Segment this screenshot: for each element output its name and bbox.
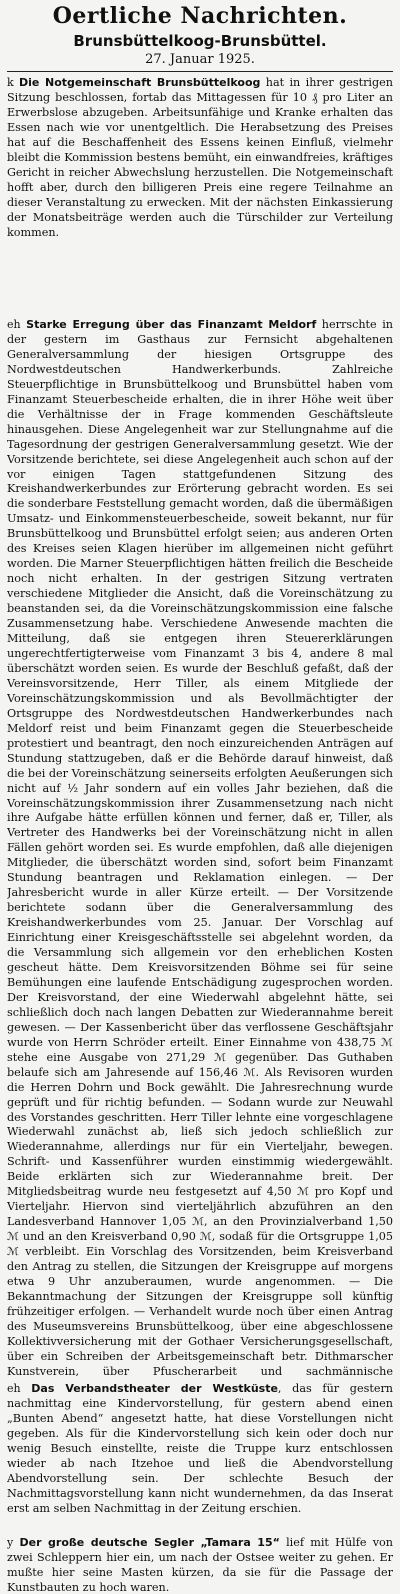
article-paragraph <box>7 76 393 240</box>
article-lead: Starke Erregung über das Finanzamt Meldorf <box>26 318 317 331</box>
article-marker: k <box>7 76 14 89</box>
article-marker: y <box>7 1536 14 1549</box>
article-body: hat in ihrer gestrigen Sitzung beschlossen, fortab das Mittagessen für 10 ₰ pro Liter an Erwerbslose abzugeben. Arbeitsunfähige und Kranke erhalten das Essen nach wie vor unentgeltlich. Die Herabsetzung des Preises hat auf die Beschaffenheit des Essens keinen Einfluß, vielmehr bleibt die Kommission bestens bemüht, ein einwandfreies, kräftiges Gericht in reicher Abwechslung herzustellen. Die Notgemeinschaft hofft aber, durch den billigeren Preis eine regere Teilnahme an dieser Veranstaltung zu erwecken. Mit der nächsten Einkassierung der Monatsbeiträge werden auch die Türschilder zur Verteilung kommen. <box>7 76 393 239</box>
article-paragraph <box>7 318 393 1376</box>
article-lead: Die Notgemeinschaft Brunsbüttelkoog <box>19 76 261 89</box>
article-finanzamt <box>7 318 393 1376</box>
location-heading: Brunsbüttelkoog-Brunsbüttel. <box>73 32 327 50</box>
divider <box>7 71 393 72</box>
article-lead: Das Verbandstheater der Westküste <box>31 1382 278 1395</box>
article-paragraph <box>7 1536 393 1594</box>
article-paragraph <box>7 1382 393 1517</box>
article-notgemeinschaft <box>7 76 393 316</box>
article-theater <box>7 1382 393 1530</box>
masthead <box>7 2 393 68</box>
article-lead: Der große deutsche Segler „Tamara 15“ <box>19 1536 280 1549</box>
dateline: 27. Januar 1925. <box>145 52 255 67</box>
article-marker: eh <box>7 1382 21 1395</box>
article-body: lief mit Hülfe von zwei Schleppern hier ein, um nach der Ostsee weiter zu gehen. Er mußte hier seine Masten kürzen, da sie für die Passage der Kunstbauten zu hoch waren. <box>7 1536 393 1594</box>
article-body: , das für gestern nachmittag eine Kindervorstellung, für gestern abend einen „Bunten Abend“ angesetzt hatte, hat diese Vorstellungen nicht gegeben. Als für die Kindervorstellung sich kein oder doch nur wenig Besuch einstellte, reiste die Truppe kurz entschlossen wieder ab nach Itzehoe und ließ die Abendvorstellung Abendvorstellung sein. Der schlechte Besuch der Nachmittagsvorstellung kann nicht wundernehmen, da das Inserat erst am selben Nachmittag in der Zeitung erschien. <box>7 1382 393 1515</box>
article-marker: eh <box>7 318 21 331</box>
article-body: herrschte in der gestern im Gasthaus zur Fernsicht abgehaltenen Generalversammlung der hiesigen Ortsgruppe des Nordwestdeutschen Handwerkerbunds. Zahlreiche Steuerpflichtige in Brunsbüttelkoog und Brunsbüttel haben vom Finanzamt Steuerbescheide erhalten, die in ihrer Höhe weit über die Verhältnisse der in Frage kommenden Geschäftsleute hinausgehen. Diese Angelegenheit war zur Stellungnahme auf die Tagesordnung der gestrigen Generalversammlung gesetzt. Wie der Vorsitzende berichtete, sei diese Angelegenheit auch schon auf der vor einigen Tagen stattgefundenen Sitzung des Kreishandwerkerbundes zur Erörterung gebracht worden. Es sei die sonderbare Feststellung gemacht worden, daß die übermäßigen Umsatz- und Einkommensteuerbescheide, soweit bekannt, nur für Brunsbüttelkoog und Brunsbüttel erfolgt seien; aus anderen Orten des Kreises seien Klagen hierüber im allgemeinen nicht geführt worden. Die Marner Steuerpflichtigen hätten freilich die Bescheide noch nicht erhalten. In der gestrigen Sitzung vertraten verschiedene Mitglieder die Ansicht, daß die Voreinschätzung zu beanstanden sei, da die Voreinschätzungskommission eine falsche Zusammensetzung habe. Verschiedene Anwesende machten die Mitteilung, daß sie entgegen ihren Steuererklärungen ungerechtfertigterweise vom Finanzamt 3 bis 4, andere 8 mal überschätzt worden seien. Es wurde der Beschluß gefaßt, daß der Vereinsvorsitzende, Herr Tiller, als einem Mitgliede der Voreinschätzungskommission und als Bevollmächtigter der Ortsgruppe des Nordwestdeutschen Handwerkerbundes nach Meldorf reist und beim Finanzamt gegen die Steuerbescheide protestiert und beantragt, den noch einzureichenden Anträgen auf Stundung stattzugeben, daß er die Behörde darauf hinweist, daß die bei der Voreinschätzung seinerseits erfolgten Aeußerungen sich nicht auf ½ Jahr sondern auf ein volles Jahr beziehen, daß die Voreinschätzungskommission ihrer Zusammensetzung nach nicht ihre Aufgabe hätte erfüllen können und ferner, daß er, Tiller, als Vertreter des Handwerks bei der Voreinschätzung nicht in allen Fällen gehört worden sei. Es wurde empfohlen, daß alle diejenigen Mitglieder, die überschätzt worden sind, sofort beim Finanzamt Stundung beantragen und Reklamation einlegen. — Der Jahresbericht wurde in aller Kürze erteilt. — Der Vorsitzende berichtete sodann über die Generalversammlung des Kreishandwerkerbundes vom 25. Januar. Der Vorschlag auf Einrichtung einer Kreisgeschäftsstelle sei abgelehnt worden, da die Versammlung sich allgemein vor den erheblichen Kosten gescheut hätte. Dem Kreisvorsitzenden Böhme sei für seine Bemühungen eine laufende Entschädigung zugesprochen worden. Der Kreisvorstand, der eine Wiederwahl abgelehnt hätte, sei schließlich doch nach langen Debatten zur Wiederannahme bereit gewesen. — Der Kassenbericht über das verflossene Geschäftsjahr wurde von Herrn Schröder erteilt. Einer Einnahme von 438,75 ℳ stehe eine Ausgabe von 271,29 ℳ gegenüber. Das Guthaben belaufe sich am Jahresende auf 156,46 ℳ. Als Revisoren wurden die Herren Dohrn und Bock gewählt. Die Jahresrechnung wurde geprüft und für richtig befunden. — Sodann wurde zur Neuwahl des Vorstandes geschritten. Herr Tiller lehnte eine vorgeschlagene Wiederwahl zunächst ab, ließ sich jedoch schließlich zur Wiederannahme, allerdings nur für ein Vierteljahr, bewegen. Schrift- und Kassenführer wurden einstimmig wiedergewählt. Beide erklärten sich zur Wiederannahme breit. Der Mitgliedsbeitrag wurde neu festgesetzt auf 4,50 ℳ pro Kopf und Vierteljahr. Hiervon sind vierteljährlich abzuführen an den Landesverband Hannover 1,05 ℳ, an den Provinzialverband 1,50 ℳ und an den Kreisverband 0,90 ℳ, sodaß für die Ortsgruppe 1,05 ℳ verbleibt. Ein Vorschlag des Vorsitzenden, beim Kreisverband den Antrag zu stellen, die Sitzungen der Kreisgruppe auf morgens etwa 9 Uhr anzuberaumen, wurde angenommen. — Die Bekanntmachung der Sitzungen der Kreisgruppe soll künftig frühzeitiger erfolgen. — Verhandelt wurde noch über einen Antrag des Museumsvereins Brunsbüttelkoog, über eine abgeschlossene Kollektivversicherung mit der Gothaer Versicherungsgesellschaft, über ein Schreiben der Arbeitsgemeinschaft betr. Dithmarscher Kunstverein, über Pfuscherarbeit und sachmännische <box>7 318 393 1376</box>
article-segler <box>7 1536 393 1594</box>
newspaper-page <box>0 2 400 1592</box>
section-title: Oertliche Nachrichten. <box>52 3 348 29</box>
